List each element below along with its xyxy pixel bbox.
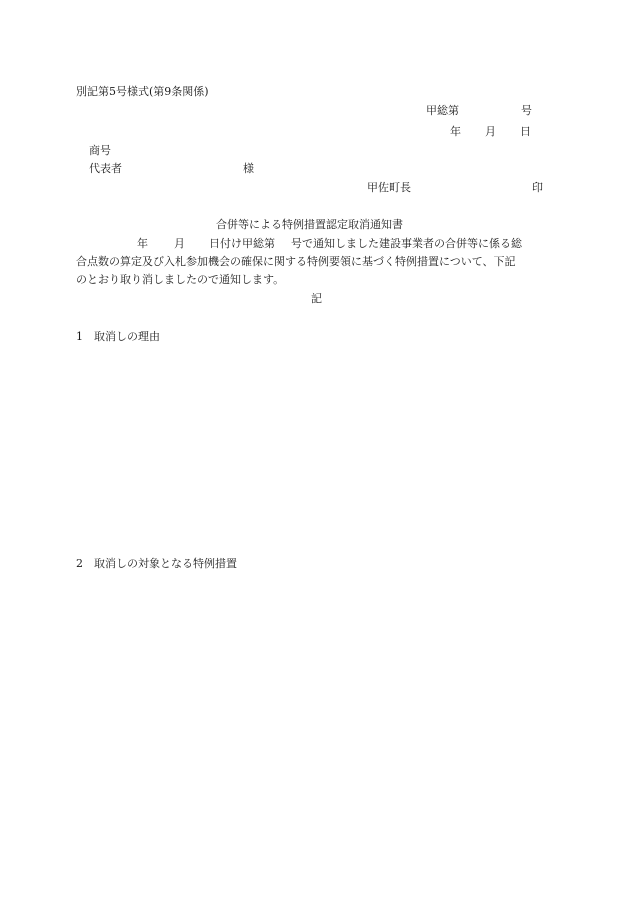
ki-mark: 記	[311, 292, 322, 305]
section-reason-heading: 1 取消しの理由	[76, 330, 160, 343]
seal-mark: 印	[532, 181, 543, 194]
body-line2: 合点数の算定及び入札参加機会の確保に関する特例要領に基づく特例措置について、下記	[76, 255, 516, 268]
date-day: 日	[520, 125, 531, 138]
date-year: 年	[450, 125, 461, 138]
honorific: 様	[243, 162, 254, 175]
sender-title: 甲佐町長	[367, 181, 411, 194]
date-month: 月	[485, 125, 496, 138]
doc-number-prefix: 甲総第	[426, 104, 459, 117]
section-measures-heading: 2 取消しの対象となる特例措置	[76, 557, 237, 570]
representative-label: 代表者	[89, 162, 122, 175]
body-line3: のとおり取り消しましたので通知します。	[76, 273, 285, 286]
body-month: 月	[174, 237, 185, 250]
body-dated-ref: 日付け甲総第	[209, 237, 275, 250]
trade-name-label: 商号	[89, 144, 111, 157]
doc-number-suffix: 号	[521, 104, 532, 117]
document-title: 合併等による特例措置認定取消通知書	[216, 218, 403, 231]
form-label: 別記第5号様式(第9条関係)	[76, 85, 209, 98]
body-line1-tail: 号で通知しました建設事業者の合併等に係る総	[291, 237, 522, 250]
body-year: 年	[137, 237, 148, 250]
